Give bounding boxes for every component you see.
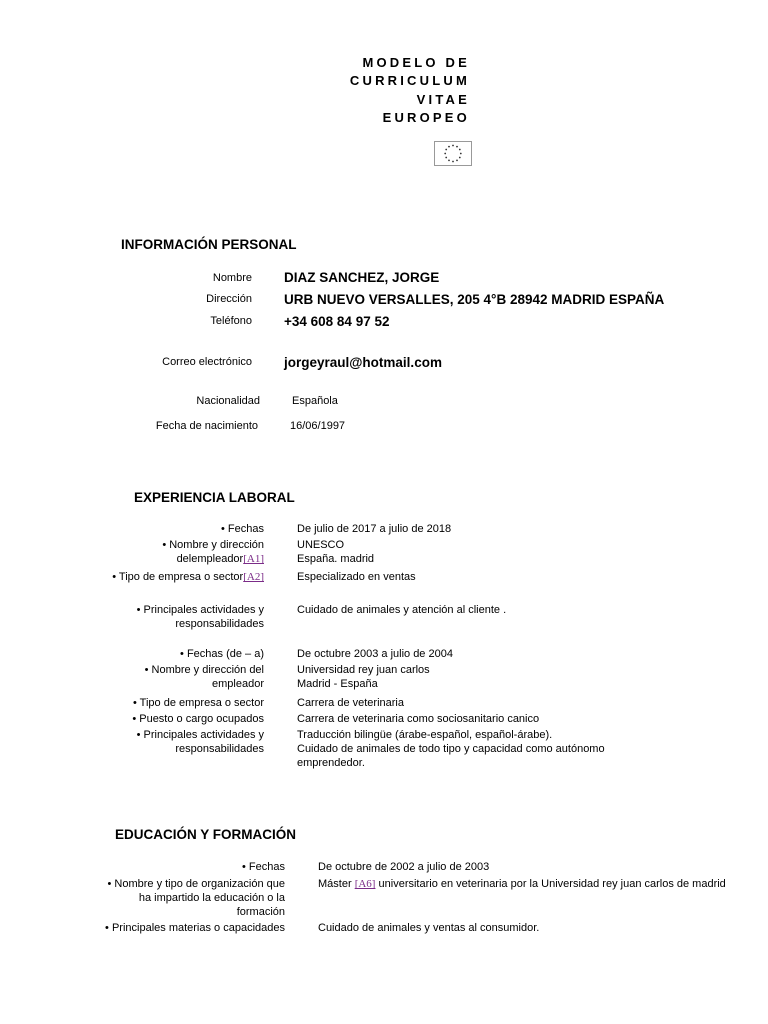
edu-org-value-post: universitario en veterinaria por la Universidad rey juan carlos de madrid bbox=[375, 878, 726, 890]
birthdate-label: Fecha de nacimiento bbox=[155, 420, 258, 432]
birthdate-value: 16/06/1997 bbox=[290, 420, 346, 432]
edu-org-label-line1: • Nombre y tipo de organización que bbox=[107, 878, 285, 890]
job2-position-value: Carrera de veterinaria como sociosanitario canico bbox=[297, 713, 540, 725]
job2-activities-value bbox=[297, 728, 605, 770]
comment-link-a6[interactable]: [A6] bbox=[354, 878, 376, 890]
job2-employer-value bbox=[297, 663, 430, 691]
email-label: Correo electrónico bbox=[162, 356, 252, 368]
job1-activities-label-line1: • Principales actividades y bbox=[136, 604, 264, 616]
job1-employer-label-line1: • Nombre y dirección bbox=[162, 539, 264, 551]
job2-employer-location: Madrid - España bbox=[297, 678, 378, 690]
edu-subjects-value: Cuidado de animales y ventas al consumidor. bbox=[318, 922, 540, 934]
job1-employer-location: España. madrid bbox=[297, 553, 375, 565]
job1-dates-label: • Fechas bbox=[221, 523, 264, 535]
job1-employer-name: UNESCO bbox=[297, 539, 345, 551]
job2-type-value: Carrera de veterinaria bbox=[297, 697, 404, 709]
job1-type-value: Especializado en ventas bbox=[297, 571, 416, 583]
address-label: Dirección bbox=[206, 293, 252, 305]
title-line-4: EUROPEO bbox=[382, 110, 470, 125]
job1-activities-label-line2: responsabilidades bbox=[175, 618, 264, 630]
work-experience-heading: EXPERIENCIA LABORAL bbox=[134, 490, 295, 505]
job2-activities-line2: Cuidado de animales de todo tipo y capacidad como autónomo bbox=[297, 743, 605, 755]
job2-activities-label-line1: • Principales actividades y bbox=[136, 729, 264, 741]
edu-org-value-pre: Máster bbox=[318, 878, 355, 890]
job1-employer-value bbox=[297, 538, 374, 566]
job1-activities-label bbox=[137, 603, 264, 631]
job2-type-label: • Tipo de empresa o sector bbox=[132, 697, 264, 709]
job2-employer-label-line1: • Nombre y dirección del bbox=[144, 664, 264, 676]
edu-org-label bbox=[107, 877, 285, 919]
personal-info-heading: INFORMACIÓN PERSONAL bbox=[121, 237, 297, 252]
job2-activities-line1: Traducción bilingüe (árabe-español, español-árabe). bbox=[297, 729, 553, 741]
job1-type-label bbox=[112, 570, 264, 584]
job1-type-label-text: • Tipo de empresa o sector bbox=[112, 571, 244, 583]
edu-dates-value: De octubre de 2002 a julio de 2003 bbox=[318, 861, 490, 873]
job2-employer-label bbox=[145, 663, 264, 691]
title-line-1: MODELO DE bbox=[362, 55, 470, 70]
job2-dates-label: • Fechas (de – a) bbox=[180, 648, 264, 660]
eu-flag-icon bbox=[434, 141, 472, 166]
comment-link-a2[interactable]: [A2] bbox=[243, 571, 264, 583]
title-line-2: CURRICULUM bbox=[349, 73, 470, 88]
job2-employer-label-line2: empleador bbox=[212, 678, 264, 690]
email-value: jorgeyraul@hotmail.com bbox=[284, 355, 442, 370]
job2-activities-line3: emprendedor. bbox=[297, 757, 365, 769]
job2-dates-value: De octubre 2003 a julio de 2004 bbox=[297, 648, 453, 660]
title-line-3: VITAE bbox=[416, 92, 470, 107]
comment-link-a1[interactable]: [A1] bbox=[243, 553, 264, 565]
edu-org-label-line3: formación bbox=[236, 906, 285, 918]
job2-activities-label bbox=[137, 728, 264, 756]
edu-org-value bbox=[318, 877, 726, 891]
job2-position-label: • Puesto o cargo ocupados bbox=[132, 713, 264, 725]
phone-value: +34 608 84 97 52 bbox=[284, 314, 390, 329]
education-heading: EDUCACIÓN Y FORMACIÓN bbox=[115, 827, 297, 842]
phone-label: Teléfono bbox=[210, 315, 252, 327]
nationality-value: Española bbox=[292, 395, 338, 407]
edu-org-label-line2: ha impartido la educación o la bbox=[138, 892, 285, 904]
job1-activities-value: Cuidado de animales y atención al cliente . bbox=[297, 604, 507, 616]
name-label: Nombre bbox=[212, 272, 252, 284]
job1-dates-value: De julio de 2017 a julio de 2018 bbox=[297, 523, 452, 535]
job2-employer-name: Universidad rey juan carlos bbox=[297, 664, 430, 676]
job1-employer-label-line2: delempleador bbox=[176, 553, 244, 565]
nationality-label: Nacionalidad bbox=[196, 395, 260, 407]
edu-subjects-label: • Principales materias o capacidades bbox=[105, 922, 285, 934]
edu-dates-label: • Fechas bbox=[242, 861, 285, 873]
name-value: DIAZ SANCHEZ, JORGE bbox=[284, 270, 440, 285]
job1-employer-label bbox=[162, 538, 264, 566]
address-value: URB NUEVO VERSALLES, 205 4°B 28942 MADRID ESPAÑA bbox=[284, 292, 665, 307]
job2-activities-label-line2: responsabilidades bbox=[175, 743, 264, 755]
